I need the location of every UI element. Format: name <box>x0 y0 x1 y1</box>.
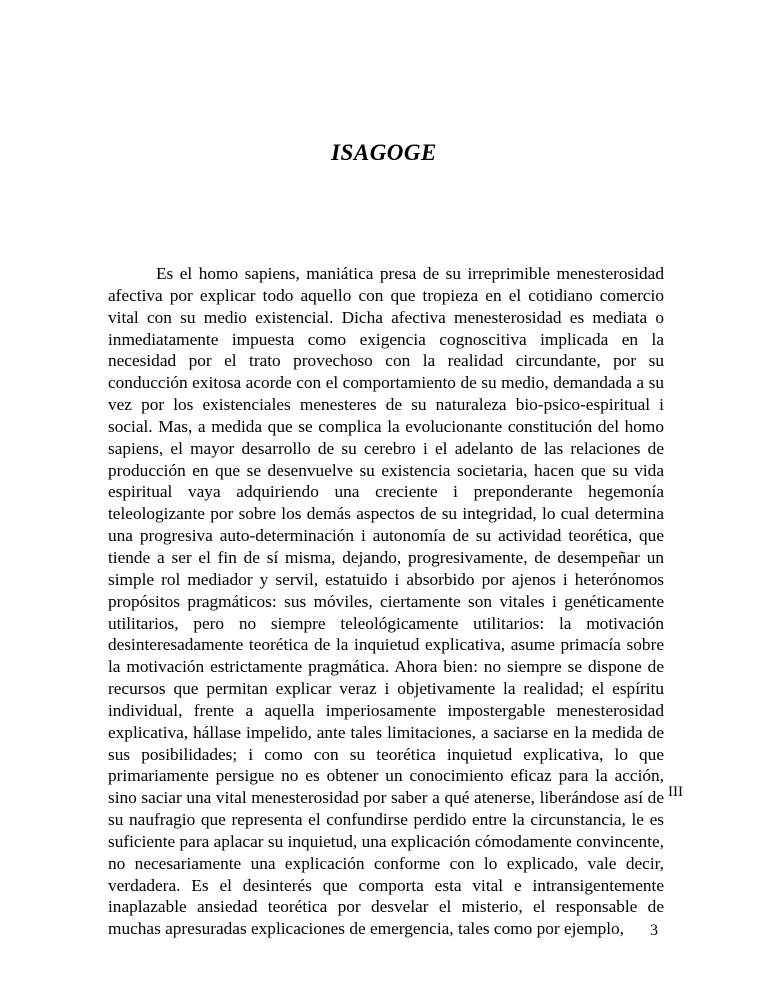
margin-roman-numeral: III <box>668 784 683 800</box>
page-number: 3 <box>650 922 658 939</box>
page-title: ISAGOGE <box>331 140 437 165</box>
body-paragraph: Es el homo sapiens, maniática presa de su irreprimible menesterosidad afectiva por explicar todo aquello con que tropieza en el cotidiano comercio vital con su medio existencial. Dicha afectiva menesterosidad es mediata o inmediatamente impuesta como exigencia cognoscitiva implicada en la necesidad por el trato provechoso con la realidad circundante, por su conducción exitosa acorde con el comportamiento de su medio, demandada a su vez por los existenciales menesteres de su naturaleza bio-psico-espiritual i social. Mas, a medida que se complica la evolucionante constitución del homo sapiens, el mayor desarrollo de su cerebro i el adelanto de las relaciones de producción en que se desenvuelve su existencia societaria, hacen que su vida espiritual vaya adquiriendo una creciente i preponderante hegemonía teleologizante por sobre los demás aspectos de su integridad, lo cual determina una progresiva auto-determinación i autonomía de su actividad teorética, que tiende a ser el fin de sí misma, dejando, progresivamente, de desempeñar un simple rol mediador y servil, estatuido i absorbido por ajenos i heterónomos propósitos pragmáticos: sus móviles, ciertamente son vitales i genéticamente utilitarios, pero no siempre teleológicamente utilitarios: la motivación desinteresadamente teorética de la inquietud explicativa, asume primacía sobre la motivación estrictamente pragmática. Ahora bien: no siempre se dispone de recursos que permitan explicar veraz i objetivamente la realidad; el espíritu individual, frente a aquella imperiosamente impostergable menesterosidad explicativa, hállase impelido, ante tales limitaciones, a saciarse en la medida de sus posibilidades; i como con su teorética inquietud explicativa, lo que primariamente persigue no es obtener un conocimiento eficaz para la acción, sino saciar una vital menesterosidad por saber a qué atenerse, liberándose así de su naufragio que representa el confundirse perdido entre la circunstancia, le es suficiente para aplacar su inquietud, una explicación cómodamente convincente, no necesariamente una explicación conforme con lo explicado, vale decir, verdadera. Es el desinterés que comporta esta vital e intransigentemente inaplazable ansiedad teorética por desvelar el misterio, el responsable de muchas apresuradas explicaciones de emergencia, tales como por ejemplo, <box>108 264 664 939</box>
